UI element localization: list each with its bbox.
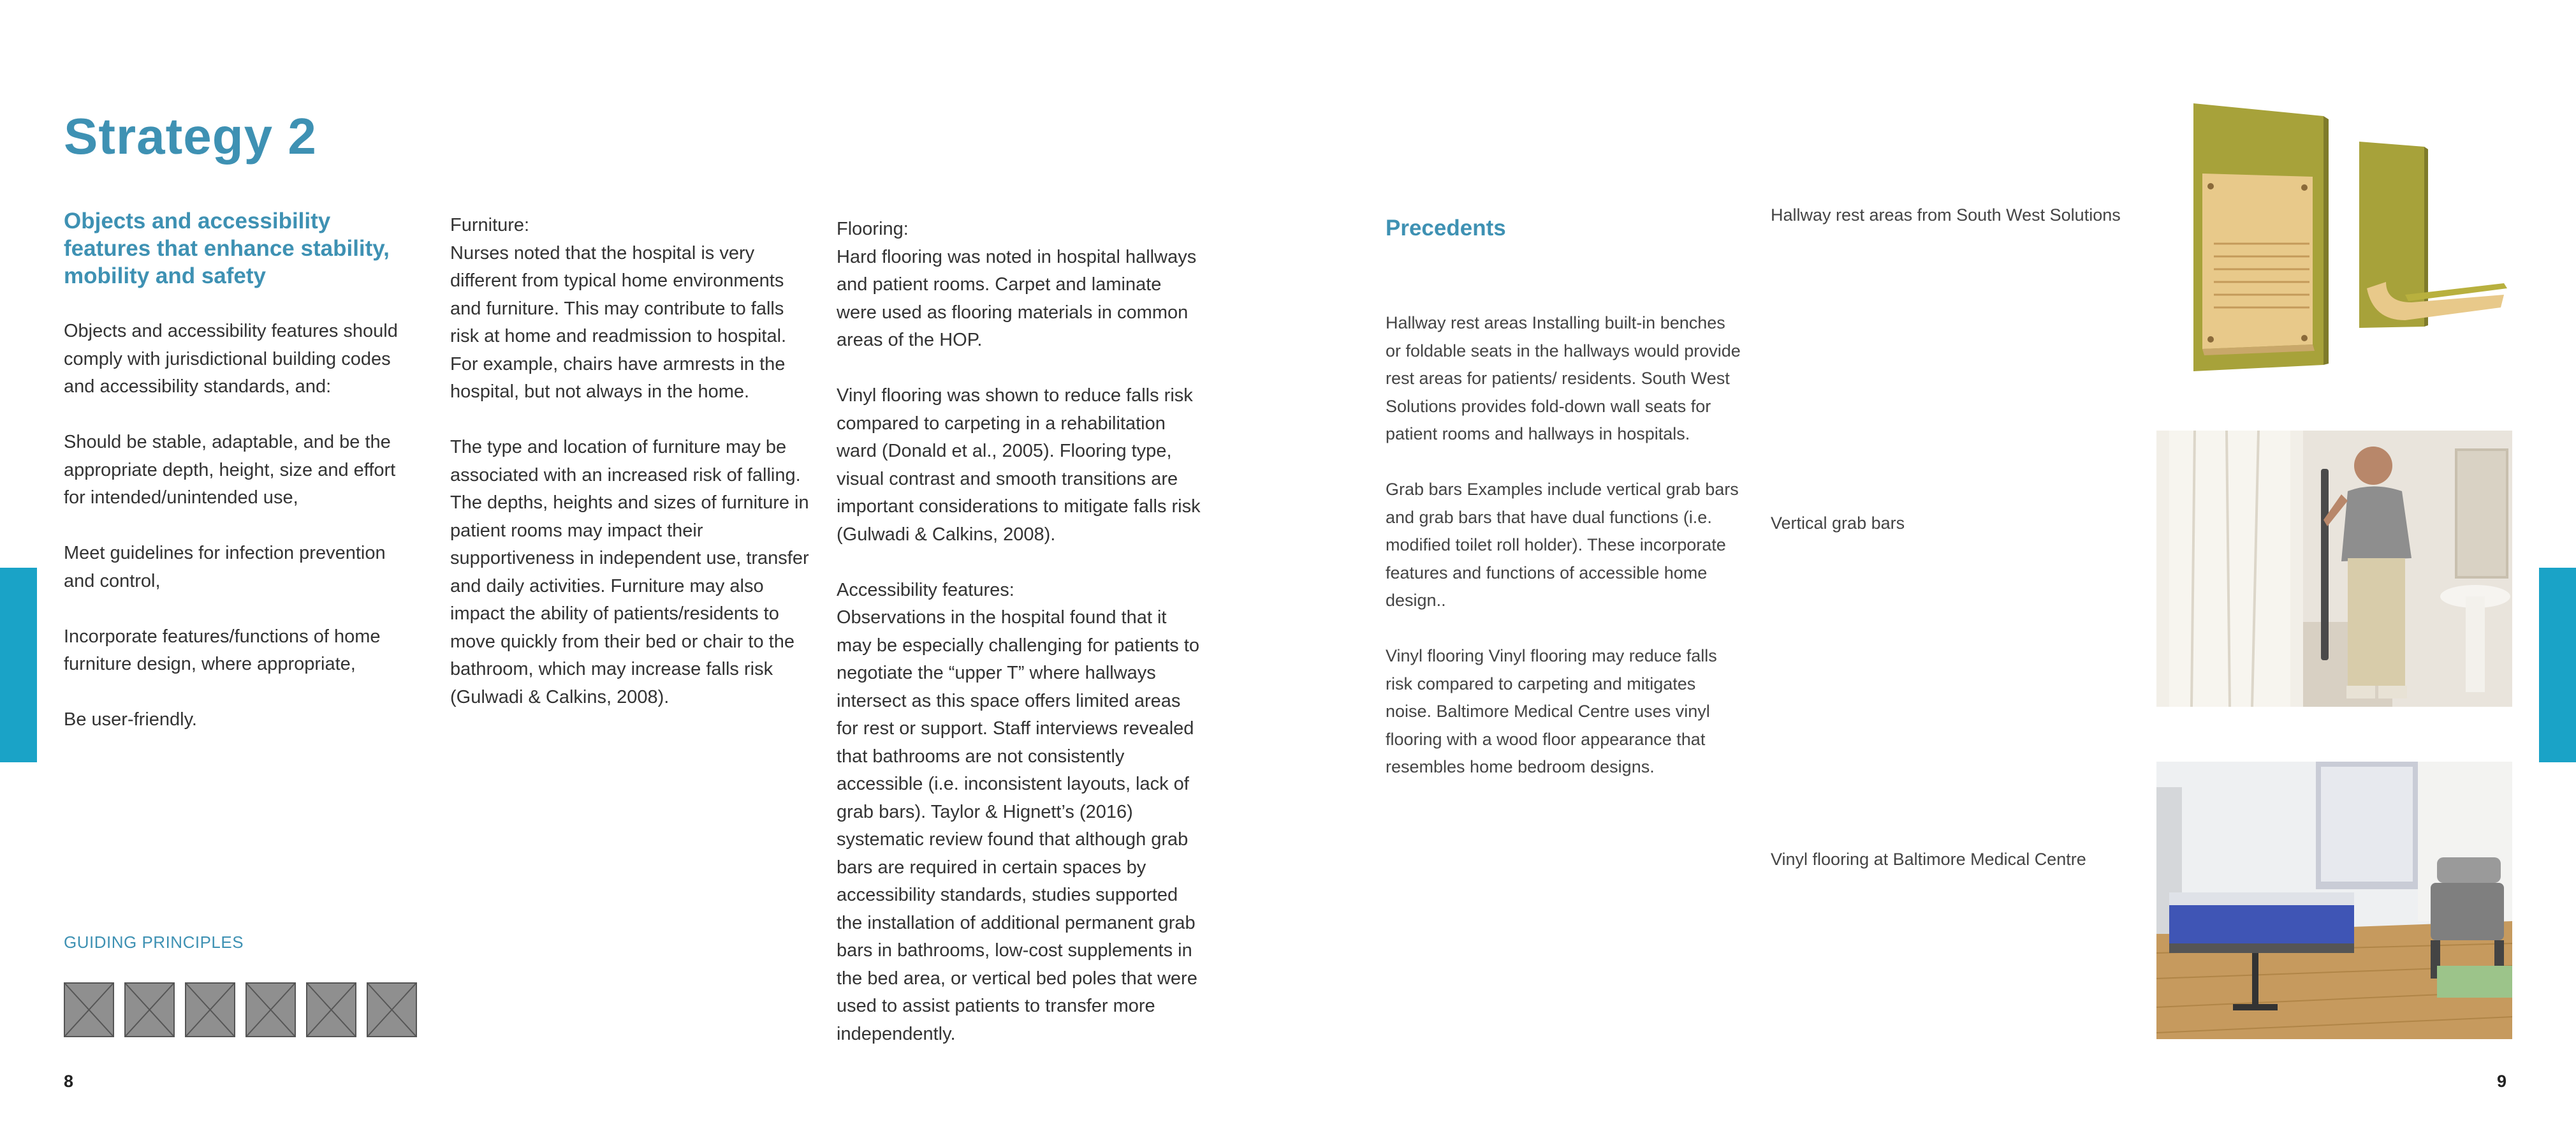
flooring-paragraph: Hard flooring was noted in hospital hallways and patient rooms. Carpet and laminate were used as flooring materials in common areas of the HOP.	[837, 246, 1197, 350]
flooring-label: Flooring:	[837, 219, 909, 239]
furniture-paragraph: Nurses noted that the hospital is very different from typical home environments and furniture. This may contribute to falls risk at home and readmission to hospital. For example, chairs have armrests in the hospital, but not always in the home.	[450, 242, 787, 402]
furniture-label: Furniture:	[450, 215, 530, 235]
precedent-text: Installing built-in benches or foldable seats in the hallways would provide rest areas for patients/ residents. South West Solutions provides fold-down wall seats for patient rooms and hallways in hospitals.	[1386, 313, 1741, 443]
placeholder-icon	[124, 982, 175, 1037]
intro-paragraph: Should be stable, adaptable, and be the appropriate depth, height, size and effort for intended/unintended use,	[64, 432, 396, 508]
accessibility-paragraph: Observations in the hospital found that it may be especially challenging for patients to negotiate the “upper T” where hallways intersect as this space offers limited areas for rest or support. Staff interviews revealed that bathrooms are not consistently accessible (i.e. inconsistent layouts, lack of grab bars). Taylor & Hignett’s (2016) systematic review found that although grab bars are required in certain spaces by accessibility standards, studies supported the installation of additional permanent grab bars in bathrooms, low-cost supplements in the bed area, or vertical bed poles that were used to assist patients to transfer more independently.	[837, 607, 1200, 1044]
precedent-grab-bars	[1386, 476, 1743, 615]
strategy-subheading: Objects and accessibility features that enhance stability, mobility and safety	[64, 209, 390, 288]
page-title: Strategy 2	[64, 108, 317, 165]
furniture-paragraph: The type and location of furniture may be associated with an increased risk of falling. The depths, heights and sizes of furniture in patient rooms may impact their supportiveness in independent use, transfer and daily activities. Furniture may also impact the ability of patients/residents to move quickly from their bed or chair to the bathroom, which may increase falls risk (Gulwadi & Calkins, 2008).	[450, 437, 809, 707]
precedent-text: Vinyl flooring may reduce falls risk compared to carpeting and mitigates noise. Baltimore Medical Centre uses vinyl flooring with a wood floor appearance that resembles home bedroom designs.	[1386, 646, 1717, 776]
guiding-principles-label: GUIDING PRINCIPLES	[64, 933, 244, 952]
fold-down-seat-image	[2156, 97, 2512, 378]
intro-paragraph: Be user-friendly.	[64, 709, 197, 730]
precedent-hallway-rest-areas	[1386, 309, 1743, 448]
caption-vertical-grab-bars: Vertical grab bars	[1771, 514, 1905, 533]
intro-paragraph: Meet guidelines for infection prevention and control,	[64, 543, 386, 591]
precedents-title: Precedents	[1386, 216, 1506, 240]
intro-paragraph: Incorporate features/functions of home furniture design, where appropriate,	[64, 626, 381, 674]
placeholder-icon	[306, 982, 356, 1037]
accessibility-label: Accessibility features:	[837, 579, 1014, 600]
page-number-left: 8	[64, 1072, 74, 1091]
vertical-grab-bar-image	[2156, 431, 2512, 707]
precedent-label: Grab bars	[1386, 480, 1463, 499]
flooring-column	[837, 216, 1201, 1076]
intro-paragraph: Objects and accessibility features should comply with jurisdictional building codes and accessibility standards, and:	[64, 321, 398, 397]
caption-hallway-rest-areas: Hallway rest areas from South West Solutions	[1771, 205, 2121, 225]
precedent-label: Hallway rest areas	[1386, 313, 1528, 332]
vinyl-flooring-room-image	[2156, 762, 2512, 1039]
page-number-right: 9	[2497, 1072, 2507, 1091]
precedents-column	[1386, 309, 1743, 809]
caption-vinyl-flooring: Vinyl flooring at Baltimore Medical Centre	[1771, 850, 2086, 869]
furniture-column	[450, 212, 815, 739]
placeholder-icon	[185, 982, 235, 1037]
guiding-principles-icons	[64, 982, 417, 1037]
left-edge-tab	[0, 568, 37, 762]
flooring-paragraph: Vinyl flooring was shown to reduce falls risk compared to carpeting in a rehabilitation ward (Donald et al., 2005). Flooring type, visual contrast and smooth transitions are important considerations to mitigate falls risk (Gulwadi & Calkins, 2008).	[837, 385, 1201, 545]
intro-column	[64, 318, 421, 762]
right-edge-tab	[2539, 568, 2576, 762]
precedent-vinyl-flooring	[1386, 642, 1743, 781]
placeholder-icon	[245, 982, 296, 1037]
placeholder-icon	[367, 982, 417, 1037]
placeholder-icon	[64, 982, 114, 1037]
precedent-text: Examples include vertical grab bars and grab bars that have dual functions (i.e. modified toilet roll holder). These incorporate features and functions of accessible home design..	[1386, 480, 1739, 610]
precedent-label: Vinyl flooring	[1386, 646, 1484, 665]
